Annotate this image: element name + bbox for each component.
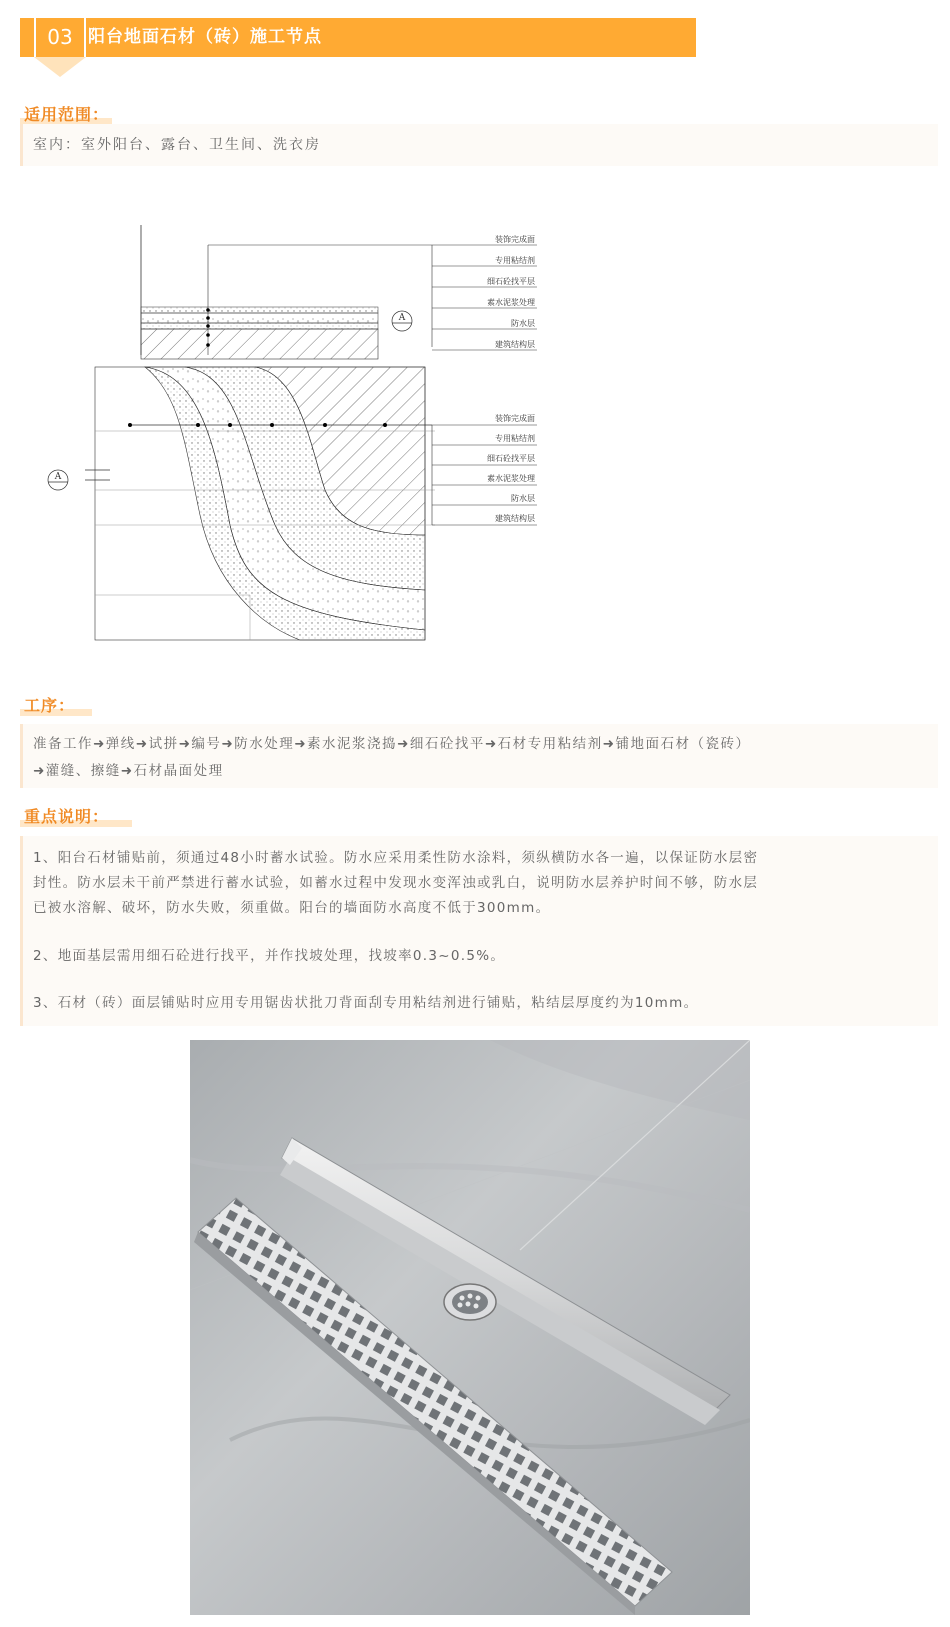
top-label-3: 素水泥浆处理 <box>487 298 535 307</box>
scope-text: 室内：室外阳台、露台、卫生间、洗衣房 <box>33 137 321 153</box>
section-title: 阳台地面石材（砖）施工节点 <box>88 27 322 47</box>
bottom-label-5: 建筑结构层 <box>495 514 535 523</box>
section-number-tip <box>34 57 86 77</box>
process-label: 工序： <box>24 696 76 715</box>
section-number: 03 <box>34 18 86 57</box>
process-line-1: 准备工作➜弹线➜试拼➜编号➜防水处理➜素水泥浆浇捣➜细石砼找平➜石材专用粘结剂➜铺地面石材（瓷砖） <box>33 736 751 752</box>
top-layer-labels <box>432 234 537 350</box>
top-label-0: 装饰完成面 <box>495 235 535 244</box>
process-box <box>20 724 938 788</box>
note-1-line-3: 已被水溶解、破坏，防水失败，须重做。阳台的墙面防水高度不低于300mm。 <box>33 900 551 916</box>
bottom-label-1: 专用粘结剂 <box>495 434 535 443</box>
process-line-2: ➜灌缝、擦缝➜石材晶面处理 <box>33 763 224 779</box>
bottom-label-2: 细石砼找平层 <box>487 454 535 463</box>
construction-section-diagram <box>40 225 580 670</box>
note-1-line-2: 封性。防水层未干前严禁进行蓄水试验，如蓄水过程中发现水变浑浊或乳白，说明防水层养护时间不够，防水层 <box>33 875 759 891</box>
top-label-5: 建筑结构层 <box>495 340 535 349</box>
note-2: 2、地面基层需用细石砼进行找平，并作找坡处理，找坡率0.3~0.5%。 <box>33 948 506 964</box>
top-label-1: 专用粘结剂 <box>495 256 535 265</box>
section-marker-left: A <box>54 472 62 482</box>
top-label-2: 细石砼找平层 <box>487 277 535 286</box>
note-1-line-1: 1、阳台石材铺贴前，须通过48小时蓄水试验。防水应采用柔性防水涂料，须纵横防水各一遍，以保证防水层密 <box>33 850 759 866</box>
note-3: 3、石材（砖）面层铺贴时应用专用锯齿状批刀背面刮专用粘结剂进行铺贴，粘结层厚度约为10mm。 <box>33 995 699 1011</box>
notes-box <box>20 836 938 1026</box>
bottom-label-0: 装饰完成面 <box>495 414 535 423</box>
bottom-label-3: 素水泥浆处理 <box>487 474 535 483</box>
bottom-layer-labels <box>432 413 537 525</box>
section-marker-top: A <box>398 313 406 323</box>
bottom-label-4: 防水层 <box>511 494 535 503</box>
floor-drain-photo <box>190 1040 750 1615</box>
scope-box <box>20 124 938 166</box>
notes-label: 重点说明： <box>24 807 110 826</box>
scope-label: 适用范围： <box>24 105 110 124</box>
top-label-4: 防水层 <box>511 319 535 328</box>
